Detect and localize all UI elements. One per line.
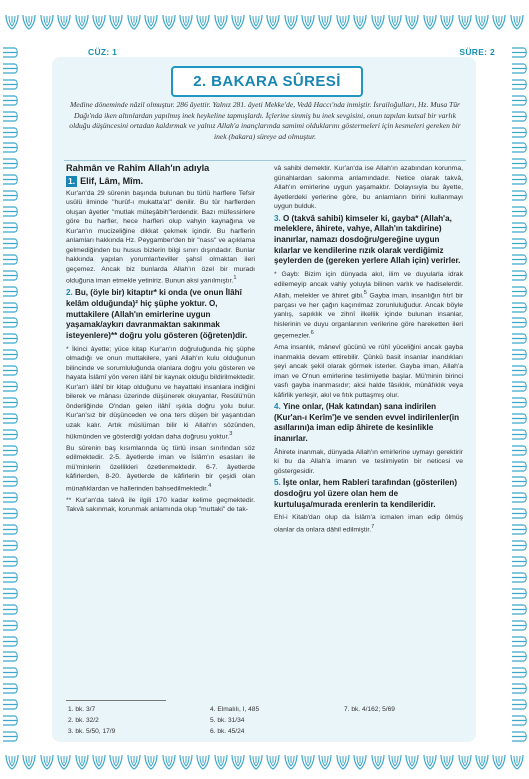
footnote-column [210,704,259,737]
ornament-motif [56,753,72,771]
ornament-motif [370,753,386,771]
ornament-motif [510,316,528,329]
right-column [274,164,463,537]
ornament-motif [352,753,368,771]
verse-text: Bu, (öyle bir) kitaptır* ki onda (ve onun İlâhî kelâm olduğunda)² hiç şüphe yoktur. O, muttakilere (Allah'ın emirlerine uygun yaşamak/aykırı davranmaktan sakınmak isteyenlere)** doğru yolu gösteren (öğreten)dir. [66,288,248,340]
footnote-column [68,704,115,737]
ornament-motif [1,666,19,679]
verse-3-note-2: Ama insanlık, mânevî gücünü ve rûhî yüceliğini ancak gayba inanmakla devam ettirebilir. Çünkü basit insanlar inandıkları şeyi ancak şekil olarak görmek isterler. Gayba iman, Allah'a iman ve O'nun emirlerine teslimiyetle başlar. Mü'minin birinci vasfı gayba inanmasıdır; aksi halde fâsıklık, münâfıklık veya kâfirlik yerleşir, akıl ve fıtık puttaşmış olur. [274,344,463,399]
verse-number: 1. [68,175,76,186]
ornament-motif [510,444,528,457]
ornament-motif [39,13,55,31]
ornament-motif [510,539,528,552]
ornament-motif [1,650,19,663]
ornament-motif [1,46,19,59]
ornament-motif [1,253,19,266]
ornament-motif [510,603,528,616]
ornament-motif [510,62,528,75]
ornament-motif [422,753,438,771]
ornament-motif [510,78,528,91]
ornament-motif [510,412,528,425]
sure-label: SÜRE: 2 [459,47,495,57]
ornament-motif [143,13,159,31]
ornament-motif [265,753,281,771]
ornament-motif [510,110,528,123]
ornament-motif [509,13,525,31]
ornament-motif [1,523,19,536]
ornament-motif [510,523,528,536]
ornament-motif [1,301,19,314]
ornament-border-right [509,44,529,745]
ornament-motif [91,13,107,31]
ornament-motif [404,753,420,771]
ornament-motif [283,13,299,31]
verse-4 [274,402,463,445]
footnote-ref: 5 [363,290,367,297]
ornament-motif [1,714,19,727]
intro-divider [64,160,466,161]
ornament-motif [126,753,142,771]
ornament-motif [474,753,490,771]
verse-1 [66,176,255,187]
ornament-motif [195,13,211,31]
verse-1-note: Kur'an'da 29 sûrenin başında bulunan bu türlü harflere Tefsir usûlü ilminde "hurûf-ı mukatta'at" denilir. Bu tür harflerden oluşan âyetler "mutlak müteşâbih"lerdendir. Bazı müfessirlere göre bu harfler, hece harfleri olup vahyin kaynağına ve Kur'an'ın mucizeliğine dikkat çekmek içindir. Bu harflerin anlamları hakkında Hz. Peygamber'den bir "nass" ve açıklama gelmediğinden bu husus bizlerin bilgi sınırı dışındadır. Bunlar hakkında yapılan yorumlar/teviller şahsî olmaktan ileri geçemez. Ancak biz bunlarda Allah'ın özel bir muradı olduğuna iman etmekle yetiniriz. Bunun aksi yanılmıştır.$^1$ [66,189,255,285]
ornament-motif [510,650,528,663]
ornament-motif [1,189,19,202]
ornament-motif [510,205,528,218]
ornament-motif [510,460,528,473]
ornament-motif [1,507,19,520]
footnote: 5. bk. 31/34 [210,717,245,724]
ornament-motif [1,126,19,139]
ornament-motif [91,753,107,771]
footnote: 1. bk. 3/7 [68,706,96,713]
surah-title: 2. BAKARA SÛRESİ [193,73,341,90]
ornament-motif [265,13,281,31]
verse-number: 4. [274,402,281,412]
verse-2-note-1: * İkinci âyette; yüce kitap Kur'an'ın doğruluğunda hiç şüphe olmadığı ve onun muttakilere, yani Allah'ın kulu olduğunun bilincinde ve sorumluluğunda olanlara doğru yolu gösteren ve hayata İslâmî yön veren ilâhî bir kaynak olduğu bildirilmektedir. Kur'an'ı ilâhî bir kitap olduğunu ve hayattaki insanlara indiğini bilerek ve mânası üzerinde düşünerek okuyanlar, Resûlü'nün önderliğinde O'ndan gelen ilâhî ışıkla doğru yolu bulur. Kur'an'sız bir düşünceden ve ona ters düşen bir yaşantıdan uzak kalır. Artık müslüman bilir ki Allah'ın sözünden, hükmünden ve gösterdiği yoldan daha doğrusu yoktur.$^3$ [66,345,255,441]
ornament-motif [510,157,528,170]
verse-number: 3. [274,213,281,223]
ornament-motif [510,269,528,282]
ornament-motif [491,13,507,31]
ornament-motif [317,13,333,31]
verse-3 [274,214,463,268]
ornament-motif [510,428,528,441]
ornament-motif [335,753,351,771]
surah-intro: Medine döneminde nâzil olmuştur. 286 âyettir. Yalnız 281. âyeti Mekke'de, Vedâ Haccı'nda inmiştir. İsrailoğulları, Hz. Musa Tûr Dağı'nda iken altınlardan yapılmış inek heykeline tapmışlardı. İçlerine sinmiş bu inek sevgisini, onun tapılan kutsal bir varlık olduğu düşüncesini ortadan kaldırmak ve yalnız Allah'a inançlarında samimi olduklarını göstermeleri için kesmeleri gereken bir inek (bakara) süreye ad olmuştur. [69,100,461,141]
ornament-motif [510,587,528,600]
ornament-motif [510,285,528,298]
ornament-motif [439,13,455,31]
ornament-motif [1,698,19,711]
footnote-column [344,704,395,715]
ornament-motif [510,94,528,107]
verse-number: 2. [66,288,73,298]
ornament-motif [510,301,528,314]
ornament-motif [509,753,525,771]
verse-2-note-3: ** Kur'an'da takvâ ile ilgili 170 kadar kelime geçmektedir. Takvâ sakınmak, korunmak anlamında olup "muttaki" de tak- [66,496,255,514]
ornament-motif [1,94,19,107]
footnote: 2. bk. 32/2 [68,717,99,724]
ornament-motif [1,571,19,584]
ornament-motif [510,348,528,361]
footnote-divider [66,700,166,701]
ornament-motif [1,78,19,91]
ornament-motif [1,730,19,743]
ornament-motif [1,491,19,504]
footnote: 6. bk. 45/24 [210,728,245,735]
ornament-motif [510,46,528,59]
ornament-motif [510,141,528,154]
ornament-motif [422,13,438,31]
ornament-motif [1,173,19,186]
footnote: 3. bk. 5/50, 17/9 [68,728,116,735]
ornament-motif [510,221,528,234]
ornament-motif [1,62,19,75]
ornament-motif [510,682,528,695]
ornament-motif [510,507,528,520]
ornament-border-left [0,44,20,745]
basmala: Rahmân ve Rahîm Allah'ın adıyla [66,163,210,173]
ornament-motif [39,753,55,771]
verse-5-note: Ehl-i Kitab'dan olup da İslâm'a icmalen iman edip ölmüş olanlar da onlara dâhil edilmiştir.$^7$ [274,514,463,534]
ornament-motif [1,269,19,282]
footnote-ref: 4 [208,482,212,489]
ornament-motif [1,316,19,329]
ornament-motif [510,380,528,393]
ornament-motif [283,753,299,771]
ornament-motif [1,475,19,488]
ornament-motif [510,253,528,266]
footnote-ref: 7 [371,523,375,530]
ornament-motif [1,587,19,600]
ornament-motif [1,428,19,441]
ornament-motif [1,332,19,345]
ornament-motif [510,491,528,504]
ornament-motif [317,753,333,771]
ornament-motif [510,237,528,250]
ornament-motif [213,753,229,771]
verse-3-note-1: * Gayb: Bizim için dünyada akıl, ilim ve duyularla idrak edilemeyip ancak vahiy yoluyla bilinen varlık ve hadiselerdir. Allah, melekler ve âhiret gibi.$^5$ Gayba iman, insanlığın fıtrî bir parçası ve her çağın kaçınılmaz zorunluluğudur. Ancak böyle yanlış, sapıklık ve zihnî ilkellik içinde bulunan insanlar, hislerinin ve duyu organlarının verilerine göre hareketten ileri geçemezler.$^6$ [274,271,464,340]
verse-text: Elif, Lâm, Mîm. [80,175,144,186]
ornament-motif [300,13,316,31]
ornament-motif [1,141,19,154]
ornament-motif [510,698,528,711]
ornament-motif [510,364,528,377]
ornament-motif [4,13,20,31]
ornament-motif [1,205,19,218]
ornament-motif [370,13,386,31]
ornament-motif [161,13,177,31]
ornament-motif [1,603,19,616]
ornament-motif [21,753,37,771]
ornament-motif [510,396,528,409]
footnote: 7. bk. 4/162; 5/69 [344,706,395,713]
ornament-motif [510,571,528,584]
ornament-motif [510,714,528,727]
ornament-motif [178,753,194,771]
ornament-motif [1,110,19,123]
ornament-motif [510,619,528,632]
surah-title-box [171,66,363,97]
footnote-ref: 1 [233,275,237,282]
footnote: 4. Elmalılı, I, 485 [210,706,260,713]
ornament-motif [108,13,124,31]
ornament-motif [74,13,90,31]
verse-4-note: Âhirete inanmak, dünyada Allah'ın emirlerine uymayı gerektirir ki bu da Allah'a imanın ve teslimiyetin bir neticesi ve göstergesidir. [274,448,463,475]
ornament-motif [161,753,177,771]
ornament-motif [1,682,19,695]
ornament-motif [510,189,528,202]
ornament-motif [1,635,19,648]
ornament-motif [4,753,20,771]
ornament-motif [74,753,90,771]
ornament-motif [1,412,19,425]
continued-note: vâ sahibi demektir. Kur'an'da ise Allah'ın azabından korunma, günahlardan sakınma anlamındadır. Netice olarak takvâ, Allah'ın emirlerine uygun yaşamaktır. Dolayısıyla bu âyette, âyetlerdeki yerlerine göre, bu anlamların birini kullanmayı uygun bulduk. [274,165,463,210]
ornament-motif [1,539,19,552]
ornament-motif [1,237,19,250]
verse-text: İşte onlar, hem Rableri tarafından (gösterilen) dosdoğru yol üzere olan hem de kurtuluşa/murada erenlerin ta kendileridir. [274,478,458,509]
ornament-motif [510,126,528,139]
footnote-ref: 6 [310,330,314,337]
ornament-motif [352,13,368,31]
verse-5 [274,478,463,510]
ornament-motif [474,13,490,31]
ornament-motif [335,13,351,31]
ornament-motif [404,13,420,31]
left-column [66,164,255,517]
ornament-motif [21,13,37,31]
ornament-motif [126,13,142,31]
ornament-motif [230,753,246,771]
ornament-motif [1,221,19,234]
verse-2 [66,288,255,342]
ornament-motif [439,753,455,771]
ornament-motif [1,555,19,568]
ornament-motif [248,753,264,771]
ornament-motif [1,460,19,473]
ornament-motif [1,285,19,298]
ornament-motif [510,555,528,568]
ornament-motif [491,753,507,771]
ornament-motif [510,475,528,488]
ornament-motif [1,444,19,457]
ornament-motif [1,396,19,409]
ornament-motif [510,173,528,186]
ornament-motif [143,753,159,771]
ornament-motif [457,753,473,771]
ornament-motif [457,13,473,31]
ornament-motif [300,753,316,771]
ornament-motif [510,730,528,743]
ornament-motif [510,666,528,679]
ornament-motif [510,635,528,648]
ornament-motif [195,753,211,771]
ornament-motif [387,753,403,771]
verse-text: O (takvâ sahibi) kimseler ki, gayba* (Allah'a, meleklere, âhirete, vahye, Allah'ın takdirine) inanırlar, namazı dosdoğru/gereğine uygun kılarlar ve kendilerine rızık olarak verdiğimiz şeylerden de (gereken yerlere Allah için) verirler. [274,213,461,266]
ornament-motif [230,13,246,31]
ornament-motif [510,332,528,345]
juz-label: CÜZ: 1 [88,47,118,57]
ornament-border-bottom [0,745,529,779]
ornament-motif [1,157,19,170]
ornament-motif [1,619,19,632]
footnote-ref: 3 [229,431,233,438]
ornament-motif [1,380,19,393]
verse-text: Yine onlar, (Hak katından) sana indirilen (Kur'an-ı Kerîm')e ve senden evvel indirilenler(in asıllarını)a iman edip âhirete de kesinlikle inanırlar. [274,402,460,444]
ornament-motif [108,753,124,771]
ornament-border-top [0,0,529,44]
ornament-motif [1,348,19,361]
verse-number: 5. [274,478,281,488]
ornament-motif [178,13,194,31]
ornament-motif [387,13,403,31]
ornament-motif [1,364,19,377]
verse-2-note-2: Bu sûrenin baş kısımlarında üç türlü insan sınıfından söz edilmektedir. 2-5. âyetlerde iman ve İslâm'ın esasları ile mü'minlerin özellikleri özetlenmektedir. 6-7. âyetlerde kâfirlerden, 8-20. âyetlerde de kâfirlerin bir çeşidi olan münafıklardan ve hallerinden bahsedilmektedir.$^4$ [66,444,255,493]
ornament-motif [213,13,229,31]
ornament-motif [56,13,72,31]
ornament-motif [248,13,264,31]
